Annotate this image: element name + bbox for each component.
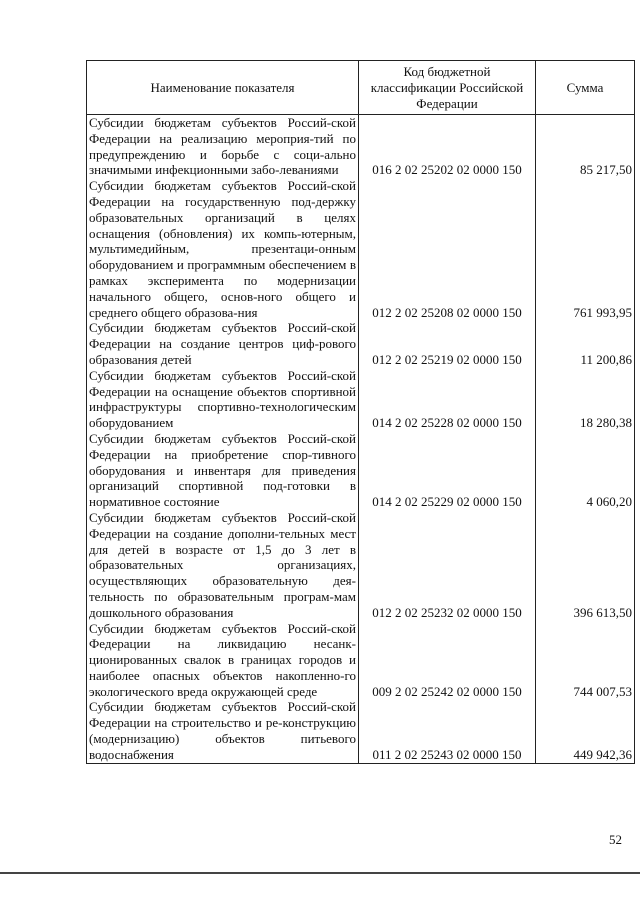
table-row — [87, 431, 635, 510]
table-row — [87, 320, 635, 367]
row-sum: 761 993,95 — [536, 178, 635, 320]
row-sum: 4 060,20 — [536, 431, 635, 510]
table-header-row — [87, 61, 635, 115]
header-name: Наименование показателя — [87, 61, 359, 115]
row-name: Субсидии бюджетам субъектов Россий-ской Федерации на государственную под-держку образовательных организаций в целях оснащения (обновления) их компь-ютерным, мультимедийным, презентаци-онным оборудованием и программным обеспечением в рамках эксперимента по модернизации начального общего, основ-ного общего и среднего общего образова-ния — [87, 178, 359, 320]
row-sum: 396 613,50 — [536, 510, 635, 621]
row-code: 016 2 02 25202 02 0000 150 — [359, 115, 536, 179]
header-code: Код бюджетной классификации Российской Федерации — [359, 61, 536, 115]
row-code: 011 2 02 25243 02 0000 150 — [359, 699, 536, 763]
table-row — [87, 368, 635, 431]
page-bottom-rule — [0, 872, 640, 874]
header-sum: Сумма — [536, 61, 635, 115]
row-code: 014 2 02 25229 02 0000 150 — [359, 431, 536, 510]
row-name: Субсидии бюджетам субъектов Россий-ской Федерации на реализацию мероприя-тий по предупреждению и борьбе с соци-ально значимыми инфекционными забо-леваниями — [87, 115, 359, 179]
row-code: 009 2 02 25242 02 0000 150 — [359, 621, 536, 700]
row-sum: 18 280,38 — [536, 368, 635, 431]
row-code: 012 2 02 25219 02 0000 150 — [359, 320, 536, 367]
row-name: Субсидии бюджетам субъектов Россий-ской Федерации на ликвидацию несанк-ционированных свалок в границах городов и наиболее опасных объектов накопленно-го экологического вреда окружающей среде — [87, 621, 359, 700]
row-name: Субсидии бюджетам субъектов Россий-ской Федерации на приобретение спор-тивного оборудования и инвентаря для приведения организаций спортивной под-готовки в нормативное состояние — [87, 431, 359, 510]
row-code: 012 2 02 25208 02 0000 150 — [359, 178, 536, 320]
row-name: Субсидии бюджетам субъектов Россий-ской Федерации на строительство и ре-конструкцию (модернизацию) объектов питьевого водоснабжения — [87, 699, 359, 763]
row-sum: 744 007,53 — [536, 621, 635, 700]
table-row — [87, 115, 635, 179]
row-sum: 449 942,36 — [536, 699, 635, 763]
row-name: Субсидии бюджетам субъектов Россий-ской Федерации на создание дополни-тельных мест для детей в возрасте от 1,5 до 3 лет в образовательных организациях, осуществляющих образовательную дея-тельность по образовательным програм-мам дошкольного образования — [87, 510, 359, 621]
row-code: 014 2 02 25228 02 0000 150 — [359, 368, 536, 431]
table-row — [87, 621, 635, 700]
row-code: 012 2 02 25232 02 0000 150 — [359, 510, 536, 621]
budget-table — [86, 60, 635, 764]
row-sum: 11 200,86 — [536, 320, 635, 367]
row-sum: 85 217,50 — [536, 115, 635, 179]
row-name: Субсидии бюджетам субъектов Россий-ской Федерации на оснащение объектов спортивной инфраструктуры спортивно-технологическим оборудованием — [87, 368, 359, 431]
table-row — [87, 510, 635, 621]
table-row — [87, 178, 635, 320]
page-number: 52 — [609, 832, 622, 847]
row-name: Субсидии бюджетам субъектов Россий-ской Федерации на создание центров циф-рового образования детей — [87, 320, 359, 367]
table-row — [87, 699, 635, 763]
